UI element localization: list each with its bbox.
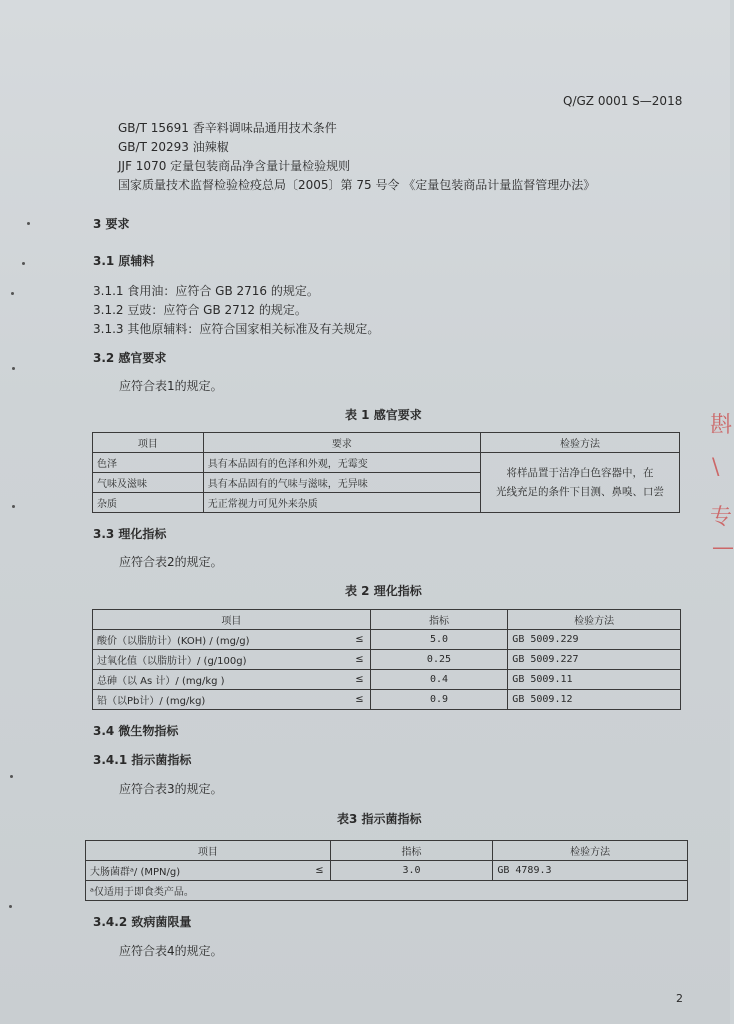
section-heading: 3.3 理化指标 xyxy=(93,527,167,541)
paragraph: 应符合表1的规定。 xyxy=(119,379,223,393)
scan-speck xyxy=(10,775,13,778)
table-header-row xyxy=(86,841,688,861)
table-header-cell: 指标 xyxy=(370,610,508,630)
method-line: 将样品置于洁净白色容器中，在 xyxy=(506,466,654,479)
table-footnote-row xyxy=(86,881,688,901)
scan-speck xyxy=(9,905,12,908)
table-row xyxy=(93,630,681,650)
table-header-cell: 检验方法 xyxy=(493,841,688,861)
stamp-mark: — xyxy=(712,535,734,560)
clause-text: 3.1.2 豆豉：应符合 GB 2712 的规定。 xyxy=(93,303,307,317)
table-row xyxy=(93,690,681,710)
table-footnote: ᵃ仅适用于即食类产品。 xyxy=(86,881,688,901)
stamp-mark: 专 xyxy=(710,505,733,530)
indicator-bacteria-table xyxy=(85,840,688,901)
table-header-row xyxy=(93,610,681,630)
scan-speck xyxy=(22,262,25,265)
table-cell: GB 4789.3 xyxy=(493,861,688,881)
reference-line: 国家质量技术监督检验检疫总局〔2005〕第 75 号令 《定量包装商品计量监督管理办法》 xyxy=(118,178,596,192)
reference-line: GB/T 20293 油辣椒 xyxy=(118,140,229,154)
leq-sign: ≤ xyxy=(340,670,370,690)
paragraph: 应符合表3的规定。 xyxy=(119,782,223,796)
page-number: 2 xyxy=(676,992,683,1005)
table-header-cell: 项目 xyxy=(93,433,204,453)
table-cell: GB 5009.229 xyxy=(508,630,681,650)
table-header-cell: 检验方法 xyxy=(508,610,681,630)
table-cell: 铅（以Pb计）/ (mg/kg) xyxy=(93,690,341,710)
table-header-cell: 项目 xyxy=(93,610,371,630)
table-cell: 总砷（以 As 计）/ (mg/kg ) xyxy=(93,670,341,690)
doc-code: Q/GZ 0001 S—2018 xyxy=(563,94,683,108)
paragraph: 应符合表2的规定。 xyxy=(119,555,223,569)
table-cell: 大肠菌群ᵃ/ (MPN/g) xyxy=(86,861,301,881)
stamp-mark: 斟 xyxy=(710,413,733,438)
physicochemical-table xyxy=(92,609,681,710)
table-caption: 表 2 理化指标 xyxy=(345,584,422,598)
method-cell xyxy=(481,453,680,513)
table-cell: 色泽 xyxy=(93,453,204,473)
leq-sign: ≤ xyxy=(300,861,330,881)
section-heading: 3.4.2 致病菌限量 xyxy=(93,915,192,929)
table-header-row xyxy=(93,433,680,453)
reference-line: JJF 1070 定量包装商品净含量计量检验规则 xyxy=(118,159,351,173)
table-header-cell: 检验方法 xyxy=(481,433,680,453)
table-cell: 具有本品固有的气味与滋味，无异味 xyxy=(203,473,480,493)
leq-sign: ≤ xyxy=(340,690,370,710)
table-caption: 表3 指示菌指标 xyxy=(337,812,422,826)
table-cell: 0.25 xyxy=(370,650,508,670)
table-cell: GB 5009.12 xyxy=(508,690,681,710)
table-header-cell: 项目 xyxy=(86,841,331,861)
stamp-mark: \ xyxy=(712,455,720,480)
table-cell: GB 5009.11 xyxy=(508,670,681,690)
sensory-table xyxy=(92,432,680,513)
paragraph: 应符合表4的规定。 xyxy=(119,944,223,958)
scan-speck xyxy=(12,505,15,508)
table-cell: 酸价（以脂肪计）(KOH) / (mg/g) xyxy=(93,630,341,650)
section-heading: 3.4.1 指示菌指标 xyxy=(93,753,192,767)
section-heading: 3.2 感官要求 xyxy=(93,351,167,365)
clause-text: 3.1.1 食用油：应符合 GB 2716 的规定。 xyxy=(93,284,319,298)
table-cell: 3.0 xyxy=(330,861,493,881)
section-heading: 3.4 微生物指标 xyxy=(93,724,179,738)
method-line: 光线充足的条件下目测、鼻嗅、口尝 xyxy=(496,485,665,498)
table-row xyxy=(86,861,688,881)
table-cell: 5.0 xyxy=(370,630,508,650)
table-cell: 具有本品固有的色泽和外观，无霉变 xyxy=(203,453,480,473)
table-cell: 0.9 xyxy=(370,690,508,710)
section-heading: 3 要求 xyxy=(93,217,130,231)
section-heading: 3.1 原辅料 xyxy=(93,254,155,268)
scan-speck xyxy=(12,367,15,370)
leq-sign: ≤ xyxy=(340,630,370,650)
table-row xyxy=(93,453,680,473)
table-cell: 0.4 xyxy=(370,670,508,690)
table-cell: 无正常视力可见外来杂质 xyxy=(203,493,480,513)
table-cell: 杂质 xyxy=(93,493,204,513)
scan-speck xyxy=(27,222,30,225)
leq-sign: ≤ xyxy=(340,650,370,670)
table-cell: 气味及滋味 xyxy=(93,473,204,493)
table-header-cell: 要求 xyxy=(203,433,480,453)
table-cell: GB 5009.227 xyxy=(508,650,681,670)
reference-line: GB/T 15691 香辛料调味品通用技术条件 xyxy=(118,121,337,135)
clause-text: 3.1.3 其他原辅料：应符合国家相关标准及有关规定。 xyxy=(93,322,380,336)
table-row xyxy=(93,650,681,670)
table-cell: 过氧化值（以脂肪计）/ (g/100g) xyxy=(93,650,341,670)
table-caption: 表 1 感官要求 xyxy=(345,408,422,422)
table-row xyxy=(93,670,681,690)
table-header-cell: 指标 xyxy=(330,841,493,861)
scan-speck xyxy=(11,292,14,295)
